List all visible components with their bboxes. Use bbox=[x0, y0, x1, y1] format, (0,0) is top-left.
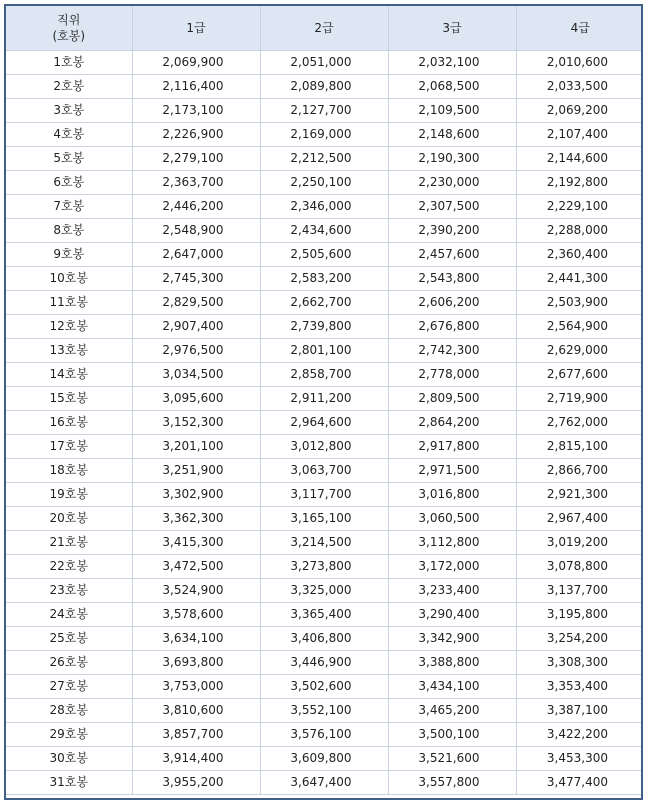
salary-cell-grade-2: 2,505,600 bbox=[260, 243, 388, 267]
salary-cell-grade-4: 2,033,500 bbox=[516, 75, 643, 99]
salary-cell-grade-2: 2,583,200 bbox=[260, 267, 388, 291]
salary-cell-grade-2: 2,250,100 bbox=[260, 171, 388, 195]
table-row bbox=[6, 387, 643, 411]
salary-cell-grade-2: 2,739,800 bbox=[260, 315, 388, 339]
salary-cell-grade-4: 2,866,700 bbox=[516, 459, 643, 483]
salary-cell-grade-3: 3,342,900 bbox=[388, 627, 516, 651]
table-row bbox=[6, 603, 643, 627]
salary-cell-grade-3: 3,465,200 bbox=[388, 699, 516, 723]
salary-cell-grade-3: 2,307,500 bbox=[388, 195, 516, 219]
step-cell: 2호봉 bbox=[6, 75, 132, 99]
step-cell: 20호봉 bbox=[6, 507, 132, 531]
salary-cell-grade-1: 2,226,900 bbox=[132, 123, 260, 147]
table-row bbox=[6, 267, 643, 291]
salary-cell-grade-3: 2,457,600 bbox=[388, 243, 516, 267]
salary-cell-grade-4: 2,010,600 bbox=[516, 51, 643, 75]
salary-cell-grade-2: 3,446,900 bbox=[260, 651, 388, 675]
salary-cell-grade-4: 2,503,900 bbox=[516, 291, 643, 315]
table-row bbox=[6, 723, 643, 747]
step-cell: 14호봉 bbox=[6, 363, 132, 387]
salary-cell-grade-4: 3,308,300 bbox=[516, 651, 643, 675]
salary-cell-grade-2: 3,609,800 bbox=[260, 747, 388, 771]
table-row bbox=[6, 99, 643, 123]
salary-cell-grade-3: 2,606,200 bbox=[388, 291, 516, 315]
salary-cell-grade-1: 2,976,500 bbox=[132, 339, 260, 363]
salary-cell-grade-3: 3,557,800 bbox=[388, 771, 516, 795]
salary-cell-grade-3: 2,742,300 bbox=[388, 339, 516, 363]
table-body bbox=[6, 51, 643, 795]
salary-cell-grade-1: 3,415,300 bbox=[132, 531, 260, 555]
table-row bbox=[6, 243, 643, 267]
salary-cell-grade-2: 2,169,000 bbox=[260, 123, 388, 147]
table-row bbox=[6, 507, 643, 531]
step-cell: 3호봉 bbox=[6, 99, 132, 123]
table-row bbox=[6, 171, 643, 195]
salary-cell-grade-4: 2,229,100 bbox=[516, 195, 643, 219]
salary-cell-grade-1: 3,201,100 bbox=[132, 435, 260, 459]
salary-cell-grade-2: 2,911,200 bbox=[260, 387, 388, 411]
salary-cell-grade-1: 3,472,500 bbox=[132, 555, 260, 579]
salary-cell-grade-2: 3,576,100 bbox=[260, 723, 388, 747]
step-cell: 19호봉 bbox=[6, 483, 132, 507]
salary-cell-grade-3: 2,971,500 bbox=[388, 459, 516, 483]
salary-cell-grade-4: 2,762,000 bbox=[516, 411, 643, 435]
step-cell: 9호봉 bbox=[6, 243, 132, 267]
step-cell: 1호봉 bbox=[6, 51, 132, 75]
header-grade-1: 1급 bbox=[132, 6, 260, 51]
step-cell: 30호봉 bbox=[6, 747, 132, 771]
salary-cell-grade-4: 2,815,100 bbox=[516, 435, 643, 459]
step-cell: 24호봉 bbox=[6, 603, 132, 627]
table-row bbox=[6, 315, 643, 339]
salary-cell-grade-3: 3,388,800 bbox=[388, 651, 516, 675]
salary-cell-grade-1: 2,548,900 bbox=[132, 219, 260, 243]
salary-cell-grade-4: 3,254,200 bbox=[516, 627, 643, 651]
salary-cell-grade-4: 2,360,400 bbox=[516, 243, 643, 267]
salary-cell-grade-1: 2,363,700 bbox=[132, 171, 260, 195]
header-step-label: (호봉) bbox=[52, 29, 86, 43]
salary-cell-grade-3: 3,434,100 bbox=[388, 675, 516, 699]
salary-cell-grade-1: 3,857,700 bbox=[132, 723, 260, 747]
table-row bbox=[6, 555, 643, 579]
salary-cell-grade-3: 3,016,800 bbox=[388, 483, 516, 507]
table-row bbox=[6, 651, 643, 675]
salary-cell-grade-3: 2,543,800 bbox=[388, 267, 516, 291]
salary-cell-grade-1: 3,251,900 bbox=[132, 459, 260, 483]
step-cell: 16호봉 bbox=[6, 411, 132, 435]
header-grade-2: 2급 bbox=[260, 6, 388, 51]
salary-cell-grade-4: 2,192,800 bbox=[516, 171, 643, 195]
salary-cell-grade-2: 2,212,500 bbox=[260, 147, 388, 171]
salary-cell-grade-4: 3,353,400 bbox=[516, 675, 643, 699]
table-row bbox=[6, 219, 643, 243]
salary-cell-grade-4: 3,387,100 bbox=[516, 699, 643, 723]
table-row bbox=[6, 435, 643, 459]
salary-cell-grade-2: 3,165,100 bbox=[260, 507, 388, 531]
salary-cell-grade-4: 3,078,800 bbox=[516, 555, 643, 579]
step-cell: 8호봉 bbox=[6, 219, 132, 243]
table-row bbox=[6, 363, 643, 387]
salary-cell-grade-1: 2,647,000 bbox=[132, 243, 260, 267]
salary-cell-grade-1: 3,524,900 bbox=[132, 579, 260, 603]
salary-cell-grade-3: 3,233,400 bbox=[388, 579, 516, 603]
salary-cell-grade-1: 2,907,400 bbox=[132, 315, 260, 339]
salary-cell-grade-4: 2,441,300 bbox=[516, 267, 643, 291]
salary-cell-grade-3: 2,148,600 bbox=[388, 123, 516, 147]
salary-cell-grade-1: 2,745,300 bbox=[132, 267, 260, 291]
step-cell: 21호봉 bbox=[6, 531, 132, 555]
salary-cell-grade-3: 2,068,500 bbox=[388, 75, 516, 99]
salary-cell-grade-3: 2,390,200 bbox=[388, 219, 516, 243]
header-rank-step bbox=[6, 6, 132, 51]
salary-cell-grade-3: 2,190,300 bbox=[388, 147, 516, 171]
salary-cell-grade-1: 3,034,500 bbox=[132, 363, 260, 387]
table-row bbox=[6, 771, 643, 795]
salary-cell-grade-4: 3,195,800 bbox=[516, 603, 643, 627]
salary-cell-grade-3: 2,809,500 bbox=[388, 387, 516, 411]
salary-cell-grade-1: 3,955,200 bbox=[132, 771, 260, 795]
salary-cell-grade-2: 2,127,700 bbox=[260, 99, 388, 123]
salary-cell-grade-4: 2,144,600 bbox=[516, 147, 643, 171]
salary-cell-grade-3: 2,778,000 bbox=[388, 363, 516, 387]
table-header-row bbox=[6, 6, 643, 51]
salary-cell-grade-2: 3,365,400 bbox=[260, 603, 388, 627]
table-row bbox=[6, 531, 643, 555]
salary-cell-grade-1: 3,634,100 bbox=[132, 627, 260, 651]
table-row bbox=[6, 147, 643, 171]
salary-cell-grade-4: 2,288,000 bbox=[516, 219, 643, 243]
salary-cell-grade-2: 3,325,000 bbox=[260, 579, 388, 603]
salary-cell-grade-2: 3,012,800 bbox=[260, 435, 388, 459]
step-cell: 7호봉 bbox=[6, 195, 132, 219]
salary-cell-grade-1: 3,810,600 bbox=[132, 699, 260, 723]
salary-cell-grade-3: 2,032,100 bbox=[388, 51, 516, 75]
salary-cell-grade-4: 2,921,300 bbox=[516, 483, 643, 507]
salary-cell-grade-2: 2,434,600 bbox=[260, 219, 388, 243]
salary-cell-grade-3: 2,109,500 bbox=[388, 99, 516, 123]
salary-cell-grade-2: 2,858,700 bbox=[260, 363, 388, 387]
salary-cell-grade-1: 2,446,200 bbox=[132, 195, 260, 219]
table-row bbox=[6, 195, 643, 219]
salary-cell-grade-3: 3,290,400 bbox=[388, 603, 516, 627]
salary-cell-grade-1: 2,173,100 bbox=[132, 99, 260, 123]
salary-cell-grade-4: 3,477,400 bbox=[516, 771, 643, 795]
salary-cell-grade-4: 2,677,600 bbox=[516, 363, 643, 387]
table-row bbox=[6, 123, 643, 147]
salary-cell-grade-3: 2,864,200 bbox=[388, 411, 516, 435]
salary-cell-grade-3: 3,172,000 bbox=[388, 555, 516, 579]
header-grade-4: 4급 bbox=[516, 6, 643, 51]
step-cell: 10호봉 bbox=[6, 267, 132, 291]
salary-table-frame bbox=[4, 4, 643, 800]
salary-cell-grade-4: 3,422,200 bbox=[516, 723, 643, 747]
salary-cell-grade-2: 3,647,400 bbox=[260, 771, 388, 795]
step-cell: 12호봉 bbox=[6, 315, 132, 339]
salary-cell-grade-1: 2,069,900 bbox=[132, 51, 260, 75]
table-row bbox=[6, 291, 643, 315]
step-cell: 6호봉 bbox=[6, 171, 132, 195]
step-cell: 29호봉 bbox=[6, 723, 132, 747]
salary-cell-grade-2: 3,214,500 bbox=[260, 531, 388, 555]
salary-cell-grade-1: 2,279,100 bbox=[132, 147, 260, 171]
table-row bbox=[6, 75, 643, 99]
salary-cell-grade-4: 3,019,200 bbox=[516, 531, 643, 555]
salary-cell-grade-4: 2,107,400 bbox=[516, 123, 643, 147]
salary-cell-grade-2: 2,964,600 bbox=[260, 411, 388, 435]
salary-cell-grade-2: 3,117,700 bbox=[260, 483, 388, 507]
salary-cell-grade-4: 3,453,300 bbox=[516, 747, 643, 771]
step-cell: 26호봉 bbox=[6, 651, 132, 675]
salary-cell-grade-3: 2,917,800 bbox=[388, 435, 516, 459]
salary-cell-grade-3: 3,521,600 bbox=[388, 747, 516, 771]
salary-cell-grade-2: 3,273,800 bbox=[260, 555, 388, 579]
table-row bbox=[6, 459, 643, 483]
salary-cell-grade-3: 3,112,800 bbox=[388, 531, 516, 555]
salary-cell-grade-2: 2,089,800 bbox=[260, 75, 388, 99]
salary-cell-grade-1: 2,116,400 bbox=[132, 75, 260, 99]
salary-cell-grade-4: 2,967,400 bbox=[516, 507, 643, 531]
salary-cell-grade-4: 2,069,200 bbox=[516, 99, 643, 123]
step-cell: 28호봉 bbox=[6, 699, 132, 723]
salary-cell-grade-1: 3,095,600 bbox=[132, 387, 260, 411]
step-cell: 13호봉 bbox=[6, 339, 132, 363]
table-row bbox=[6, 675, 643, 699]
salary-cell-grade-2: 2,346,000 bbox=[260, 195, 388, 219]
salary-cell-grade-1: 3,578,600 bbox=[132, 603, 260, 627]
salary-cell-grade-2: 2,801,100 bbox=[260, 339, 388, 363]
salary-cell-grade-1: 3,362,300 bbox=[132, 507, 260, 531]
table-row bbox=[6, 579, 643, 603]
step-cell: 5호봉 bbox=[6, 147, 132, 171]
salary-cell-grade-2: 3,063,700 bbox=[260, 459, 388, 483]
header-rank-label: 직위 bbox=[57, 13, 81, 27]
table-row bbox=[6, 51, 643, 75]
salary-cell-grade-1: 3,152,300 bbox=[132, 411, 260, 435]
salary-cell-grade-3: 2,676,800 bbox=[388, 315, 516, 339]
salary-cell-grade-1: 3,302,900 bbox=[132, 483, 260, 507]
salary-cell-grade-1: 3,753,000 bbox=[132, 675, 260, 699]
salary-cell-grade-3: 3,500,100 bbox=[388, 723, 516, 747]
step-cell: 25호봉 bbox=[6, 627, 132, 651]
salary-cell-grade-4: 2,629,000 bbox=[516, 339, 643, 363]
step-cell: 15호봉 bbox=[6, 387, 132, 411]
salary-cell-grade-4: 3,137,700 bbox=[516, 579, 643, 603]
salary-cell-grade-2: 2,051,000 bbox=[260, 51, 388, 75]
salary-cell-grade-2: 2,662,700 bbox=[260, 291, 388, 315]
step-cell: 11호봉 bbox=[6, 291, 132, 315]
table-row bbox=[6, 627, 643, 651]
salary-cell-grade-3: 2,230,000 bbox=[388, 171, 516, 195]
step-cell: 27호봉 bbox=[6, 675, 132, 699]
table-row bbox=[6, 699, 643, 723]
header-grade-3: 3급 bbox=[388, 6, 516, 51]
salary-cell-grade-4: 2,564,900 bbox=[516, 315, 643, 339]
step-cell: 17호봉 bbox=[6, 435, 132, 459]
salary-cell-grade-2: 3,406,800 bbox=[260, 627, 388, 651]
salary-cell-grade-4: 2,719,900 bbox=[516, 387, 643, 411]
salary-cell-grade-1: 3,914,400 bbox=[132, 747, 260, 771]
salary-cell-grade-1: 3,693,800 bbox=[132, 651, 260, 675]
step-cell: 18호봉 bbox=[6, 459, 132, 483]
table-row bbox=[6, 411, 643, 435]
salary-cell-grade-1: 2,829,500 bbox=[132, 291, 260, 315]
table-row bbox=[6, 747, 643, 771]
step-cell: 4호봉 bbox=[6, 123, 132, 147]
salary-cell-grade-3: 3,060,500 bbox=[388, 507, 516, 531]
salary-cell-grade-2: 3,502,600 bbox=[260, 675, 388, 699]
step-cell: 22호봉 bbox=[6, 555, 132, 579]
step-cell: 31호봉 bbox=[6, 771, 132, 795]
salary-cell-grade-2: 3,552,100 bbox=[260, 699, 388, 723]
salary-table bbox=[6, 6, 643, 795]
step-cell: 23호봉 bbox=[6, 579, 132, 603]
table-row bbox=[6, 483, 643, 507]
table-row bbox=[6, 339, 643, 363]
